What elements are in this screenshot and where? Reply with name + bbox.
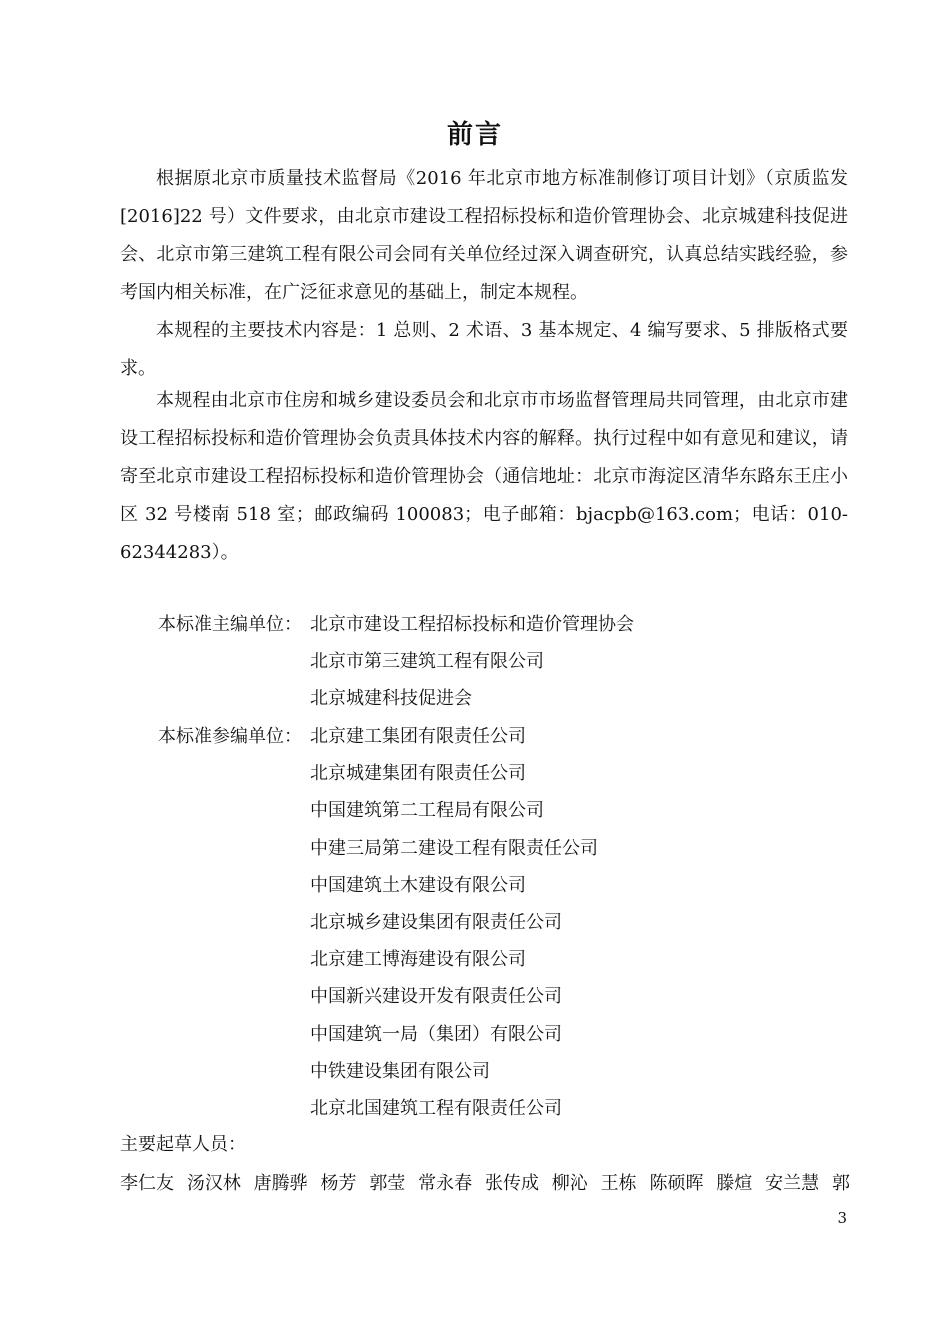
drafter-name: 张传成 [484, 1173, 539, 1194]
drafter-name: 常永春 [418, 1173, 473, 1194]
drafter-name: 陈硕晖 [649, 1173, 704, 1194]
drafter-name: 王栋 [600, 1173, 637, 1194]
participating-unit-item: 中建三局第二建设工程有限责任公司 [310, 837, 598, 859]
drafter-name: 杨芳 [320, 1173, 357, 1194]
participating-units-list [310, 719, 598, 1128]
drafter-name: 郭 [831, 1173, 850, 1194]
drafter-name: 唐腾骅 [253, 1173, 308, 1194]
participating-unit-item: 北京城乡建设集团有限责任公司 [310, 911, 562, 933]
drafter-name: 柳沁 [551, 1173, 588, 1194]
drafter-name: 李仁友 [120, 1173, 174, 1194]
drafter-name: 安兰慧 [765, 1173, 820, 1194]
chief-units-list [310, 607, 634, 719]
chief-unit-item: 北京市建设工程招标投标和造价管理协会 [310, 614, 634, 635]
drafter-name: 汤汉林 [186, 1173, 241, 1194]
participating-unit-item: 北京建工博海建设有限公司 [310, 949, 526, 971]
participating-unit-item: 中国建筑第二工程局有限公司 [310, 800, 544, 822]
page-title: 前言 [446, 120, 503, 150]
chief-unit-item: 北京市第三建筑工程有限公司 [310, 651, 544, 673]
participating-unit-item: 中国新兴建设开发有限责任公司 [310, 986, 562, 1008]
participating-unit-item: 中国建筑一局（集团）有限公司 [310, 1023, 562, 1045]
drafter-name: 滕煊 [716, 1173, 753, 1194]
participating-unit-item: 中国建筑土木建设有限公司 [310, 874, 526, 896]
page-number: 3 [837, 1209, 847, 1227]
drafters-list [120, 1166, 850, 1202]
drafter-name: 郭莹 [369, 1173, 406, 1194]
paragraph-background: 根据原北京市质量技术监督局《2016 年北京市地方标准制修订项目计划》（京质监发[2016]22 号）文件要求，由北京市建设工程招标投标和造价管理协会、北京城建科技促进会、北京市第三建筑工程有限公司会同有关单位经过深入调查研究，认真总结实践经验，参考国内相关标准，在广泛征求意见的基础上，制定本规程。 [120, 168, 848, 303]
chief-units-label: 本标准主编单位： [158, 614, 302, 635]
participating-units-label: 本标准参编单位： [158, 726, 302, 747]
participating-unit-item: 北京北国建筑工程有限责任公司 [310, 1097, 562, 1119]
chief-unit-item: 北京城建科技促进会 [310, 688, 472, 710]
participating-unit-item: 北京建工集团有限责任公司 [310, 726, 526, 747]
participating-unit-item: 北京城建集团有限责任公司 [310, 763, 526, 785]
paragraph-contents: 本规程的主要技术内容是：1 总则、2 术语、3 基本规定、4 编写要求、5 排版格式要求。 [120, 320, 848, 379]
participating-unit-item: 中铁建设集团有限公司 [310, 1060, 490, 1082]
paragraph-management: 本规程由北京市住房和城乡建设委员会和北京市市场监督管理局共同管理，由北京市建设工程招标投标和造价管理协会负责具体技术内容的解释。执行过程中如有意见和建议，请寄至北京市建设工程招标投标和造价管理协会（通信地址：北京市海淀区清华东路东王庄小区 32 号楼南 518 室；邮政编码 100083；电子邮箱：bjacpb@163.com；电话：010-62344283）。 [120, 390, 848, 563]
drafters-label: 主要起草人员： [120, 1134, 246, 1155]
